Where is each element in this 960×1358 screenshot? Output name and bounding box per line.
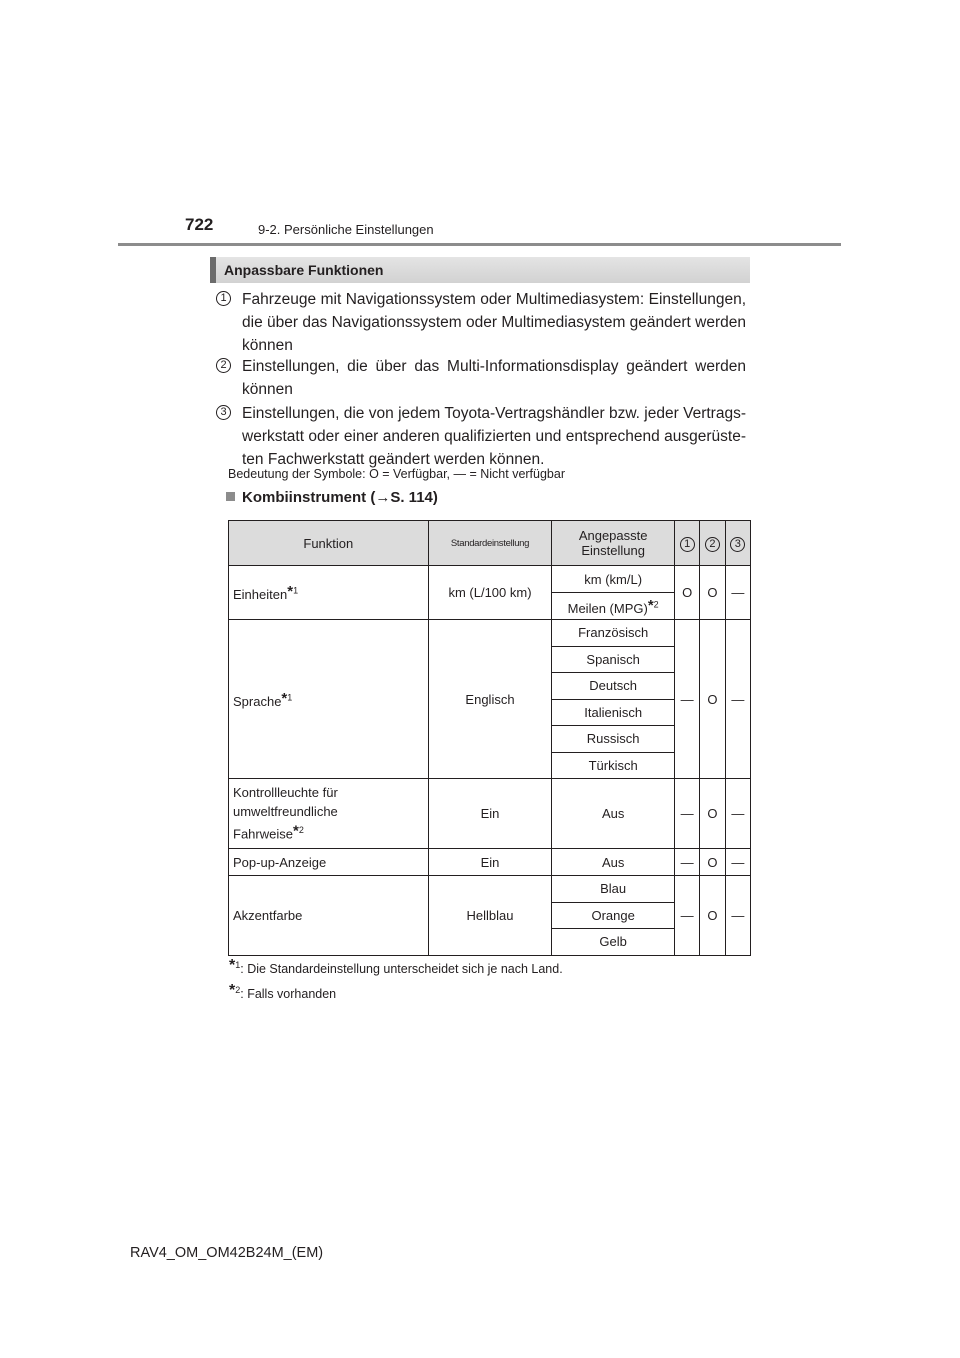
option-cell: Blau — [552, 876, 675, 903]
option-cell: Deutsch — [552, 673, 675, 700]
footnote: *$^2$: Falls vorhanden — [229, 982, 337, 1001]
circled-number-2: 2 — [705, 537, 720, 552]
function-cell: Sprache*$^1$ — [229, 620, 429, 779]
availability-cell: — — [725, 849, 750, 876]
function-cell: Kontrollleuchte für umweltfreundliche Fahrweise*$^2$ — [229, 779, 429, 849]
page-number: 722 — [185, 215, 214, 234]
function-cell: Pop-up-Anzeige — [229, 849, 429, 876]
option-cell: Italienisch — [552, 699, 675, 726]
availability-cell: — — [674, 779, 699, 849]
availability-cell: — — [674, 620, 699, 779]
option-cell: Gelb — [552, 929, 675, 956]
footnote: *$^1$: Die Standardeinstellung unterscheidet sich je nach Land. — [229, 957, 563, 976]
availability-cell: O — [700, 620, 725, 779]
option-cell: Russisch — [552, 726, 675, 753]
settings-table — [228, 520, 751, 956]
table-row — [229, 620, 751, 647]
circled-number-1: 1 — [216, 291, 231, 306]
table-row — [229, 779, 751, 849]
header-marker-3 — [725, 521, 750, 566]
square-bullet-icon — [226, 492, 235, 501]
availability-cell: O — [700, 876, 725, 956]
option-cell: Orange — [552, 902, 675, 929]
option-cell: Meilen (MPG)*$^2$ — [552, 593, 675, 620]
default-cell: Ein — [428, 849, 552, 876]
option-cell: Aus — [552, 849, 675, 876]
symbol-legend: Bedeutung der Symbole: O = Verfügbar, — = Nicht verfügbar — [228, 467, 565, 481]
option-cell: km (km/L) — [552, 566, 675, 593]
list-item — [216, 402, 746, 471]
table-row — [229, 876, 751, 903]
document-code-footer: RAV4_OM_OM42B24M_(EM) — [130, 1245, 324, 1261]
section-bar-title: Anpassbare Funktionen — [224, 262, 384, 278]
availability-cell: — — [674, 876, 699, 956]
list-item — [216, 288, 746, 357]
option-cell: Aus — [552, 779, 675, 849]
circled-number-3: 3 — [730, 537, 745, 552]
section-title: 9-2. Persönliche Einstellungen — [258, 222, 434, 237]
availability-cell: — — [725, 566, 750, 620]
option-cell: Französisch — [552, 620, 675, 647]
circled-number-2: 2 — [216, 358, 231, 373]
page-reference[interactable]: S. 114) — [390, 489, 438, 506]
availability-cell: — — [725, 779, 750, 849]
list-item-text: Einstellungen, die über das Multi-Informationsdisplay geändert werden können — [242, 358, 746, 398]
default-cell: Englisch — [428, 620, 552, 779]
availability-cell: O — [700, 779, 725, 849]
header-default: Standardeinstellung — [428, 521, 552, 566]
arrow-icon: → — [375, 489, 391, 506]
sub-heading: Kombiinstrument (→S. 114) — [226, 489, 438, 506]
table-header-row — [229, 521, 751, 566]
header-marker-2 — [700, 521, 725, 566]
list-item-text: Einstellungen, die von jedem Toyota-Vertragshändler bzw. jeder Vertrags-werkstatt oder einer anderen qualifizierten und entsprechend ausgerüste-ten Fachwerkstatt geändert werden können. — [242, 405, 746, 468]
list-item-text: Fahrzeuge mit Navigationssystem oder Multimediasystem: Einstellungen, die über das Navigationssystem oder Multimediasystem geändert werden können — [242, 291, 746, 354]
header-rule — [118, 243, 841, 246]
option-cell: Spanisch — [552, 646, 675, 673]
section-bar — [210, 257, 750, 283]
function-cell: Einheiten*$^1$ — [229, 566, 429, 620]
availability-cell: — — [725, 876, 750, 956]
header-function: Funktion — [229, 521, 429, 566]
header-marker-1 — [674, 521, 699, 566]
availability-cell: — — [674, 849, 699, 876]
option-cell: Türkisch — [552, 752, 675, 779]
default-cell: Ein — [428, 779, 552, 849]
default-cell: Hellblau — [428, 876, 552, 956]
circled-number-3: 3 — [216, 405, 231, 420]
default-cell: km (L/100 km) — [428, 566, 552, 620]
availability-cell: — — [725, 620, 750, 779]
availability-cell: O — [674, 566, 699, 620]
circled-number-1: 1 — [680, 537, 695, 552]
function-cell: Akzentfarbe — [229, 876, 429, 956]
list-item — [216, 355, 746, 401]
header-custom: Angepasste Einstellung — [552, 521, 675, 566]
availability-cell: O — [700, 566, 725, 620]
table-row — [229, 566, 751, 593]
table-row — [229, 849, 751, 876]
availability-cell: O — [700, 849, 725, 876]
